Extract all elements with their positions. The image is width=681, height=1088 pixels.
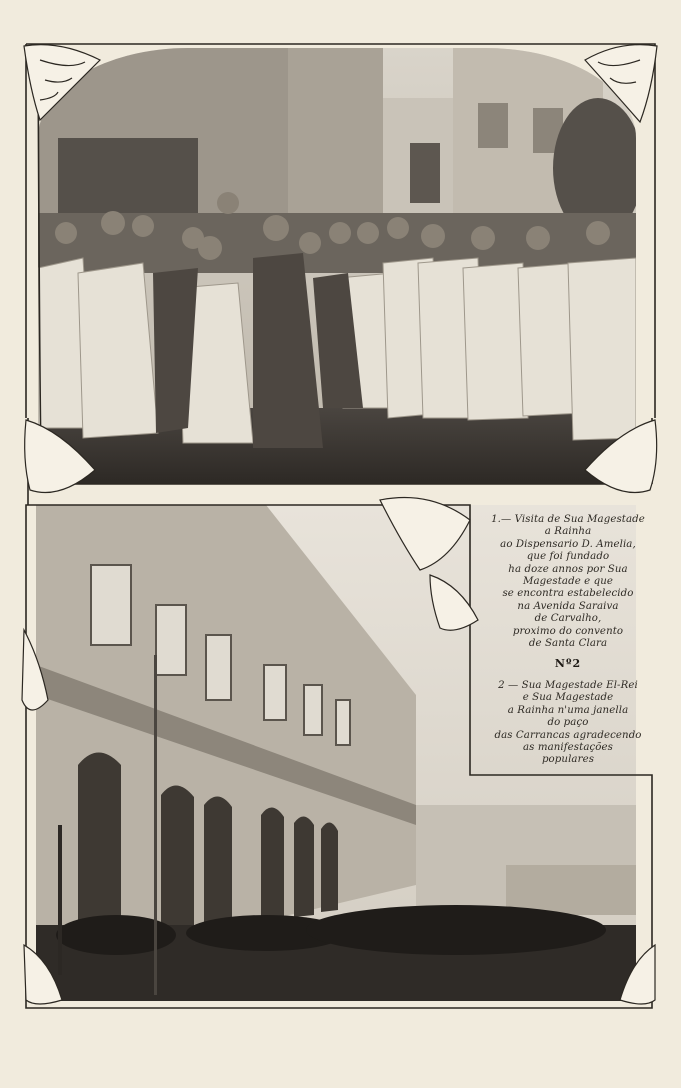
caption-line: do paço xyxy=(547,717,589,729)
caption-line: a Rainha xyxy=(544,526,592,538)
caption-line: 1.— Visita de Sua Magestade xyxy=(491,514,645,525)
caption-line: que foi fundado xyxy=(526,551,610,563)
caption-line: ha doze annos por Sua xyxy=(508,563,628,575)
caption-line: ao Dispensario D. Amelia, xyxy=(500,538,636,550)
caption-line: na Avenida Saraiva xyxy=(517,600,619,612)
photo-queen-visit-dispensary xyxy=(38,48,636,484)
caption-2 xyxy=(478,680,658,767)
caption-line: e Sua Magestade xyxy=(522,692,614,704)
caption-line: a Rainha n'uma janella xyxy=(507,704,629,716)
caption-line: Magestade e que xyxy=(522,576,614,588)
caption-separator: Nº2 xyxy=(554,657,582,671)
caption-line: das Carrancas agradecendo xyxy=(494,729,642,741)
caption-line: proximo do convento xyxy=(512,625,624,637)
caption-line: populares xyxy=(541,754,595,766)
caption-line: 2 — Sua Magestade El-Rei xyxy=(498,679,638,691)
caption-line: de Carvalho, xyxy=(534,613,602,625)
caption-1 xyxy=(478,514,658,650)
photo-captions xyxy=(478,514,658,767)
caption-line: as manifestações xyxy=(523,741,613,753)
caption-line: se encontra estabelecido xyxy=(502,588,634,600)
caption-line: de Santa Clara xyxy=(528,638,608,650)
